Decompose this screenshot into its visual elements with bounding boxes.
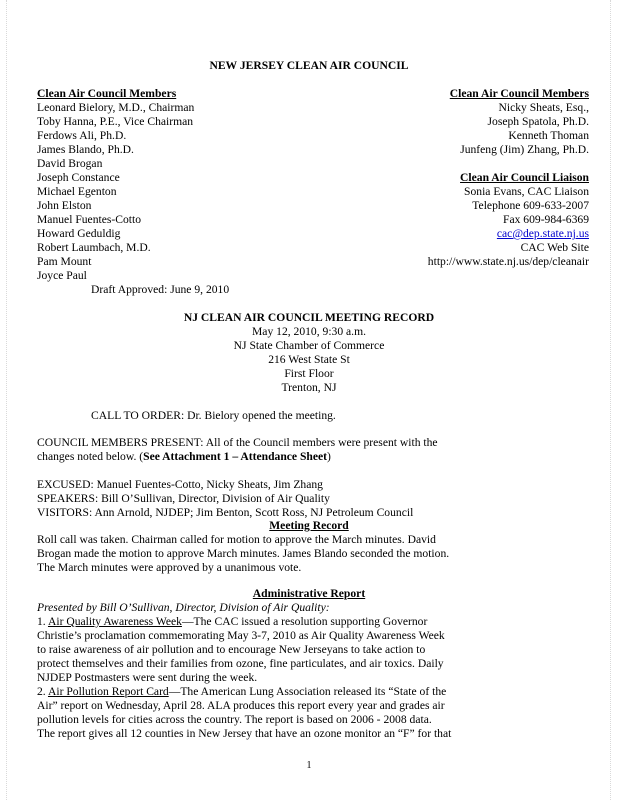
report-item-1: 1. Air Quality Awareness Week—The CAC issued a resolution supporting Governor (37, 615, 428, 628)
admin-report-body: Presented by Bill O’Sullivan, Director, Division of Air Quality: 1. Air Quality Awareness Week—The CAC issued a resolution supporting Governor Christie’s proclamation commemorating May 3-7, 2010 as Air Quality Awareness Week to raise awareness of air pollution and to encourage New Jerseyans to take action to protect themselves and their families from ozone, fine particulates, and air toxics. Daily NJDEP Postmasters were sent during the week. 2. Air Pollution Report Card—The American Lung Association released its “State of the Air” report on Wednesday, April 28. ALA produces this report every year and grades air pollution levels for cities across the country. The report is based on 2006 - 2008 data. The report gives all 12 counties in New Jersey that have an ozone monitor an “F” for that (37, 601, 583, 741)
liaison-name: Sonia Evans, CAC Liaison (464, 185, 589, 198)
member-name: Nicky Sheats, Esq., (498, 101, 589, 114)
member-name: Robert Laumbach, M.D. (37, 241, 151, 254)
meeting-location: 216 West State St (268, 353, 350, 366)
excused-line: EXCUSED: Manuel Fuentes-Cotto, Nicky Sheats, Jim Zhang (37, 478, 323, 491)
member-name: Ferdows Ali, Ph.D. (37, 129, 127, 142)
member-name: John Elston (37, 199, 92, 212)
member-name: Joyce Paul (37, 269, 87, 282)
member-name: Joseph Constance (37, 171, 120, 184)
member-name: Leonard Bielory, M.D., Chairman (37, 101, 195, 114)
presented-by: Presented by Bill O’Sullivan, Director, Division of Air Quality: (37, 601, 330, 614)
meeting-location: NJ State Chamber of Commerce (233, 339, 385, 352)
left-members-heading: Clean Air Council Members (37, 87, 177, 100)
member-name: Joseph Spatola, Ph.D. (487, 115, 589, 128)
member-name: David Brogan (37, 157, 103, 170)
website-label: CAC Web Site (520, 241, 589, 254)
member-name: Manuel Fuentes-Cotto (37, 213, 142, 226)
member-name: Pam Mount (37, 255, 92, 268)
member-name: Michael Egenton (37, 185, 117, 198)
page-number: 1 (306, 760, 312, 771)
page-edge-left (6, 0, 11, 800)
meeting-location: Trenton, NJ (281, 381, 337, 394)
website-url: http://www.state.nj.us/dep/cleanair (427, 255, 589, 268)
meeting-title: NJ CLEAN AIR COUNCIL MEETING RECORD (183, 311, 435, 324)
liaison-heading: Clean Air Council Liaison (460, 171, 589, 184)
visitors-line: VISITORS: Ann Arnold, NJDEP; Jim Benton, Scott Ross, NJ Petroleum Council (37, 506, 414, 519)
meeting-location: First Floor (284, 367, 334, 380)
member-name: Howard Geduldig (37, 227, 121, 240)
members-present-line: COUNCIL MEMBERS PRESENT: All of the Council members were present with the (37, 436, 438, 449)
right-members-heading: Clean Air Council Members (449, 87, 589, 100)
meeting-record-body: Roll call was taken. Chairman called for motion to approve the March minutes. David Brogan made the motion to approve March minutes. James Blando seconded the motion. The March minutes were approved by a unanimous vote. (37, 533, 450, 574)
member-name: Kenneth Thoman (508, 129, 589, 142)
liaison-email-link[interactable]: cac@dep.state.nj.us (496, 227, 589, 240)
member-name: James Blando, Ph.D. (37, 143, 134, 156)
call-to-order: CALL TO ORDER: Dr. Bielory opened the meeting. (91, 409, 336, 422)
document-title: NEW JERSEY CLEAN AIR COUNCIL (209, 59, 409, 72)
liaison-block (428, 171, 589, 269)
admin-report-heading: Administrative Report (252, 587, 366, 600)
speakers-line: SPEAKERS: Bill O’Sullivan, Director, Division of Air Quality (37, 492, 330, 505)
members-present-line: changes noted below. (See Attachment 1 – Attendance Sheet) (37, 450, 331, 463)
attachment-reference: See Attachment 1 – Attendance Sheet (143, 450, 328, 463)
liaison-fax: Fax 609-984-6369 (503, 213, 589, 226)
page-edge-right (610, 0, 615, 800)
members-present (37, 436, 583, 464)
report-item-title: Air Quality Awareness Week (47, 615, 182, 628)
report-item-title: Air Pollution Report Card (47, 685, 169, 698)
draft-approved: Draft Approved: June 9, 2010 (91, 283, 230, 296)
attendance-details (37, 478, 583, 520)
member-name: Toby Hanna, P.E., Vice Chairman (37, 115, 194, 128)
meeting-record-heading: Meeting Record (269, 519, 349, 532)
left-members-block (37, 87, 194, 283)
report-item-2: 2. Air Pollution Report Card—The American Lung Association released its “State of the (37, 685, 447, 698)
member-name: Junfeng (Jim) Zhang, Ph.D. (460, 143, 589, 156)
meeting-date: May 12, 2010, 9:30 a.m. (252, 325, 366, 338)
right-members-block (450, 87, 589, 157)
liaison-telephone: Telephone 609-633-2007 (472, 199, 589, 212)
